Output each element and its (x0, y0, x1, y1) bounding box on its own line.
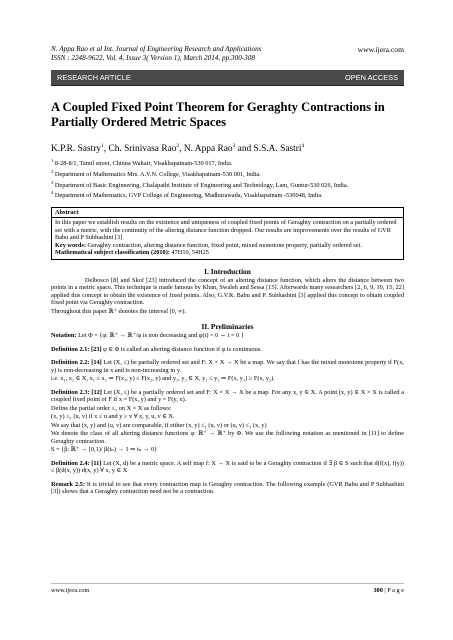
affiliation: $^1$ 8-28-8/1, Tamil street, Chinna Waltair, Visakhapatnam-530 017, India. (51, 158, 233, 168)
header-website[interactable]: www.ijera.com (357, 45, 404, 54)
author-sup: 2 (176, 143, 180, 149)
intro-paragraph: Delbosco [8] and Skof [23] introduced the concept of an altering distance function, which alters the distance between two points in a metric space. This technique is made famous by Khan, Swaleh and Sessa [15]. Afterwards many researchers [2, 6, 9, 10, 15, 22] applied this concept to obtain the existence of fixed points. Also, G.V.R. Babu and P. Subhashini [3] applied this concept to obtain coupled fixed point via Geraghty contraction. (51, 276, 404, 307)
abstract-text: In this paper we establish results on the existence and uniqueness of coupled fixed points of Geraghty contraction on a partially ordered set with a metric, with the continuity of the altering distance function dropped. Our results are improvements over the results of GVR Babu and P Subhashini [3]. (55, 219, 397, 242)
author-sup: 1 (101, 143, 104, 149)
definition-2-4: Definition 2.4: [11] Let (X, d) be a metric space. A self map f: X → X is said to be a Geraghty contraction if ∃ β ∈ S such that d(f(x), f(y)) ≤ β(d(x, y)) d(x, y) ∀ x, y ∈ X (51, 459, 405, 475)
abstract-box (51, 207, 404, 260)
footer-website[interactable]: www.ijera.com (51, 587, 90, 594)
page-footer (51, 583, 404, 594)
author-name: S.S.A. Sastri (253, 144, 302, 155)
journal-citation (51, 45, 261, 63)
definition-2-3-line: We say that (x, y) and (u, v) are comparable, if either (x, y) ≤₁ (u, v) or (u, v) ≤₁ (x, y) (51, 421, 267, 429)
abstract-body (52, 218, 403, 259)
remark-2-5: Remark 2.5: It is trivial to see that every contraction map is Geraghty contraction. The following example (GVR Babu and P Subhashini [3]) shows that a Geraghty contraction need not be a contraction. (51, 480, 404, 496)
keywords: Key words: Geraghty contraction, altering distance function, fixed point, mixed monotone property, partially ordered set. (55, 241, 362, 249)
intro-notation-line: Throughout this paper ℝ⁺ denotes the interval [0, ∞). (51, 307, 187, 315)
definition-2-3-line: (x, y) ≤₁ (u, v) if x ≤ u and y ≥ v ∀ x, y, u, v ∈ X. (51, 413, 175, 421)
paper-title: A Coupled Fixed Point Theorem for Geraghty Contractions in Partially Ordered Metric Spaces (51, 100, 385, 129)
section-heading-introduction: I. Introduction (204, 266, 251, 276)
definition-2-2: Definition 2.2: [14] Let (X, ≤) be partially ordered set and F: X × X → X be a map. We say that f has the mixed monotone property if F(x, y) is non-decreasing in x and is non-increasing in y. (51, 359, 404, 374)
author-sup: 4 (301, 143, 305, 149)
running-header (51, 0, 404, 63)
definition-2-3-line: Define the partial order ≤₁ on X × X as follows: (51, 404, 172, 412)
open-access-label: OPEN ACCESS (345, 73, 398, 82)
author-name: N. Appa Rao (183, 144, 233, 155)
notation-paragraph: Notation: Let Φ = {φ: ℝ⁺ → ℝ⁺/φ is non decreasing and φ(t) = 0 ⇔ t = 0 } (51, 332, 244, 340)
author-name: K.P.R. Sastry (51, 144, 102, 155)
section-heading-preliminaries: II. Preliminaries (201, 322, 254, 332)
author-list: K.P.R. Sastry$^1$, Ch. Srinivasa Rao$^2$, N. Appa Rao$^3$ and S.S.A. Sastri$^4$ (51, 143, 305, 155)
msc-classification: Mathematical subject classification (2010): 47H10, 54H25 (55, 249, 209, 257)
definition-2-2-detail: i.e. x₁, x₂ ∈ X, x₁ ≤ x₂ ⇒ F(x₁, y) ≤ F(x₂, y) and y₁, y₂ ∈ X, y₁ ≤ y₂ ⇒ F(x, y₁) ≥ F(x, y₂). (51, 375, 275, 383)
definition-2-3-line: We denote the class of all altering distance functions φ: ℝ⁺ → ℝ⁺ by Φ. We use the following notation as mentioned in [11] to define Geraghty contraction. (51, 430, 404, 445)
affiliation: $^3$ Department of Basic Engineering, Chalapathi Institute of Engineering and Technology, Lam, Guntur-530 026, India. (51, 179, 349, 189)
article-type-label: RESEARCH ARTICLE (57, 73, 131, 82)
definition-2-3: Definition 2.3: [12] Let (X, ≤) be a partially ordered set and F: X × X → X be a map. For any x, y ∈ X. A point (x, y) ∈ X × X is called a coupled fixed point of F if x = F(x, y) and y = F(y, x). (51, 388, 405, 404)
definition-2-3-line: S = {β: ℝ⁺ → [0,1)/ β(tₙ) → 1 ⇒ tₙ → 0} (51, 446, 158, 454)
affiliation: $^4$ Department of Mathematics, GVP College of Engineering, Madhurawada, Visakhapatnam -530048, India. (51, 190, 323, 200)
page-number: 300 | P a g e (373, 587, 404, 594)
issn-line: ISSN : 2248-9622, Vol. 4, Issue 3( Version 1), March 2014, pp.300-308 (51, 54, 255, 62)
author-sup: 3 (232, 143, 236, 149)
affiliation-list (51, 157, 404, 200)
article-banner (51, 70, 404, 86)
abstract-heading: Abstract (52, 208, 403, 219)
author-name: Ch. Srinivasa Rao (108, 144, 177, 155)
affiliation: $^2$ Department of Mathematics Mrs. A.V.N. College, Visakhapatnam-530 001, India. (51, 168, 261, 178)
journal-line: N. Appa Rao et al Int. Journal of Engineering Research and Applications (51, 45, 262, 53)
definition-2-1: Definition 2.1: [23] φ ∈ Φ is called an altering distance function if φ is continuous. (51, 345, 262, 353)
